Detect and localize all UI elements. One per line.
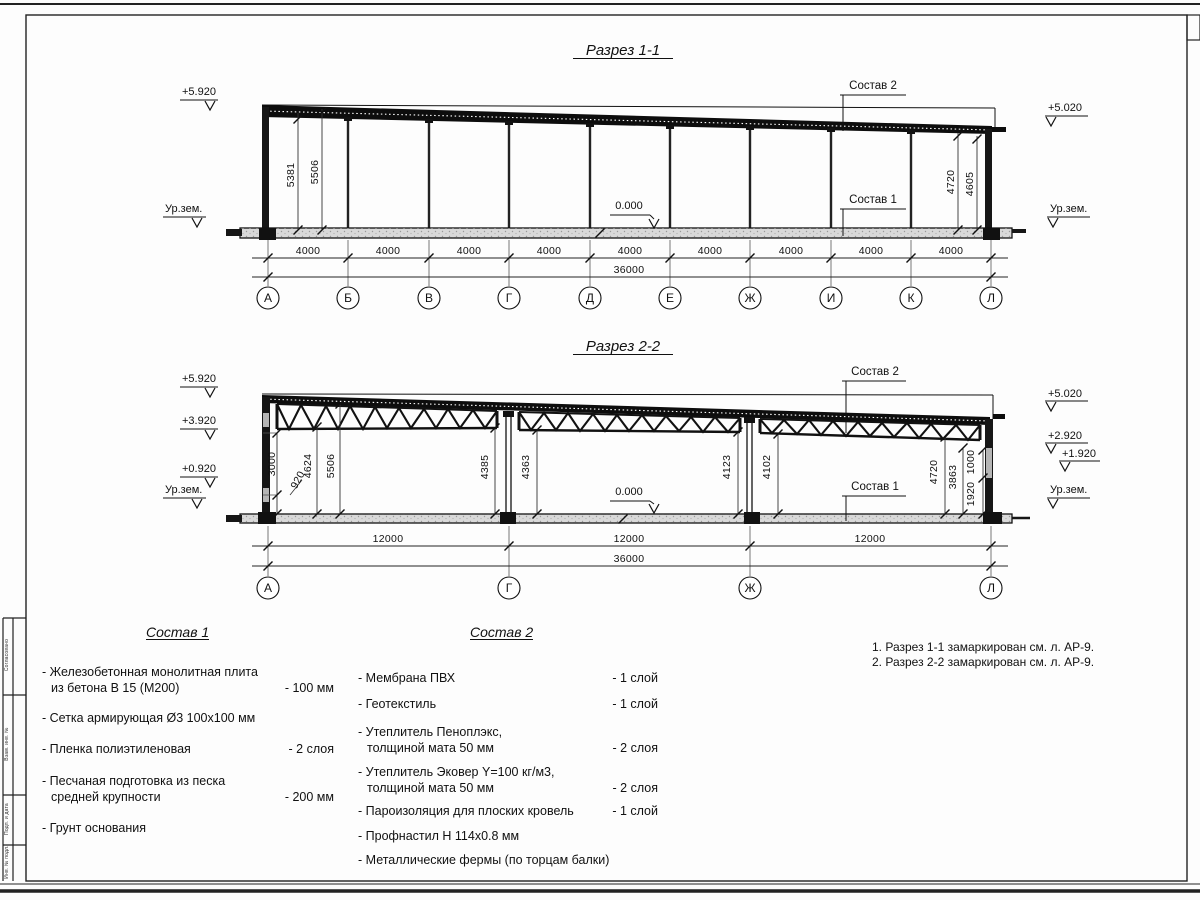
dim-label: 4000	[295, 245, 321, 257]
axis-bubble: Е	[665, 291, 674, 305]
elevation-mark: +5.920	[182, 86, 216, 98]
list-item	[42, 664, 334, 696]
elevation-mark: +3.920	[182, 415, 216, 427]
item-value: - 1 слой	[612, 804, 658, 818]
sostav1-title: Состав 1	[146, 624, 210, 640]
stamp-label: Взам. инв. №	[4, 727, 10, 761]
elevation-mark: +1.920	[1062, 448, 1096, 460]
elevation-mark: +0.920	[182, 463, 216, 475]
zero-level-mark: 0.000	[615, 486, 643, 498]
item-text: - Грунт основания	[42, 821, 147, 835]
callout-sostav1: Состав 1	[851, 481, 899, 493]
item-value: - 200 мм	[284, 790, 334, 804]
elevation-mark: +5.020	[1048, 388, 1082, 400]
list-item	[358, 724, 658, 756]
dim-label: 4624	[302, 453, 314, 479]
axis-bubble: Г	[505, 291, 513, 305]
dim-label: 3863	[947, 464, 959, 490]
item-value: - 2 слоя	[288, 742, 334, 756]
item-text: - Утеплитель Пеноплэкс,	[358, 725, 503, 739]
list-item	[358, 852, 658, 868]
dim-label: 4720	[945, 169, 957, 195]
callout-sostav2: Состав 2	[849, 80, 897, 92]
elevation-mark: +5.920	[182, 373, 216, 385]
axis-bubble: К	[907, 291, 915, 305]
item-text: - Песчаная подготовка из песка	[42, 774, 226, 788]
note-line: 2. Разрез 2-2 замаркирован см. л. АР-9.	[872, 655, 1095, 669]
item-text: - Геотекстиль	[358, 697, 437, 711]
dim-label: 4720	[928, 459, 940, 485]
axis-bubble: Ж	[744, 291, 756, 305]
ground-level-label: Ур.зем.	[1050, 203, 1088, 215]
stamp-label: Подп. и дата	[4, 803, 10, 835]
note-line: 1. Разрез 1-1 замаркирован см. л. АР-9.	[872, 640, 1095, 654]
dim-label: 4385	[479, 454, 491, 480]
item-text: - Пароизоляция для плоских кровель	[358, 804, 574, 818]
dim-label: 4102	[761, 454, 773, 480]
dim-label: 4363	[520, 454, 532, 480]
dim-label: 5506	[309, 159, 321, 185]
dim-label: 12000	[372, 533, 404, 545]
axis-bubble: Л	[987, 291, 995, 305]
item-text: толщиной мата 50 мм	[367, 781, 494, 795]
item-text: - Сетка армирующая Ø3 100х100 мм	[42, 711, 256, 725]
ground-level-label: Ур.зем.	[165, 484, 203, 496]
dim-label: 5381	[285, 162, 297, 188]
dim-label: 4000	[778, 245, 804, 257]
dim-label: 4123	[721, 454, 733, 480]
item-value: - 2 слоя	[612, 741, 658, 755]
ground-level-label: Ур.зем.	[165, 203, 203, 215]
list-item	[358, 764, 658, 796]
dim-label: 4000	[697, 245, 723, 257]
dim-label: 4000	[456, 245, 482, 257]
item-text: - Утеплитель Эковер Y=100 кг/м3,	[358, 765, 555, 779]
item-value: - 2 слоя	[612, 781, 658, 795]
callout-sostav1: Состав 1	[849, 194, 897, 206]
dim-label: 4605	[964, 171, 976, 197]
section1-title: Разрез 1-1	[573, 45, 673, 59]
item-text: толщиной мата 50 мм	[367, 741, 494, 755]
elevation-mark: +2.920	[1048, 430, 1082, 442]
item-text: из бетона В 15 (М200)	[51, 681, 180, 695]
axis-bubble: А	[263, 291, 272, 305]
dim-label: 5506	[325, 453, 337, 479]
sostav2-title: Состав 2	[470, 624, 534, 640]
axis-bubble: Г	[505, 581, 513, 595]
item-text: - Металлические фермы (по торцам балки)	[358, 853, 610, 867]
zero-level-mark: 0.000	[615, 200, 643, 212]
elevation-mark: +5.020	[1048, 102, 1082, 114]
list-item	[42, 741, 334, 757]
dim-label: 4000	[617, 245, 643, 257]
dim-label: 4000	[858, 245, 884, 257]
list-item	[358, 828, 658, 844]
dim-label: 1000	[965, 449, 977, 475]
ground-level-label: Ур.зем.	[1050, 484, 1088, 496]
dim-total-label: 36000	[613, 264, 645, 276]
dim-total-label: 36000	[613, 553, 645, 565]
dim-label: 12000	[613, 533, 645, 545]
item-text: средней крупности	[51, 790, 161, 804]
list-item	[42, 773, 334, 805]
section2-title: Разрез 2-2	[573, 341, 673, 355]
axis-bubble: Ж	[744, 581, 756, 595]
list-item	[358, 696, 658, 712]
item-value: - 1 слой	[612, 671, 658, 685]
axis-bubble: Б	[344, 291, 352, 305]
list-item	[358, 670, 658, 686]
item-text: - Профнастил Н 114х0.8 мм	[358, 829, 520, 843]
axis-bubble: И	[826, 291, 836, 305]
item-text: - Железобетонная монолитная плита	[42, 665, 258, 679]
frame-linework	[0, 4, 1200, 891]
axis-bubble: А	[263, 581, 272, 595]
list-item	[358, 803, 658, 819]
axis-bubble: Д	[585, 291, 595, 305]
dim-label: 12000	[854, 533, 886, 545]
axis-bubble: В	[424, 291, 433, 305]
axis-bubble: Л	[987, 581, 995, 595]
dim-label: 4000	[375, 245, 401, 257]
dim-label: 4000	[938, 245, 964, 257]
callout-sostav2: Состав 2	[851, 366, 899, 378]
item-text: - Пленка полиэтиленовая	[42, 742, 191, 756]
dim-label: 4000	[536, 245, 562, 257]
item-value: - 1 слой	[612, 697, 658, 711]
dim-label: 1920	[965, 481, 977, 507]
dim-label: 3000	[266, 451, 278, 477]
stamp-label: Согласовано	[4, 638, 10, 672]
stamp-label: Инв. № подл.	[4, 845, 10, 879]
list-item	[42, 820, 334, 836]
item-value: - 100 мм	[284, 681, 334, 695]
item-text: - Мембрана ПВХ	[358, 671, 456, 685]
list-item	[42, 710, 334, 726]
dim-label: 920	[288, 469, 308, 491]
